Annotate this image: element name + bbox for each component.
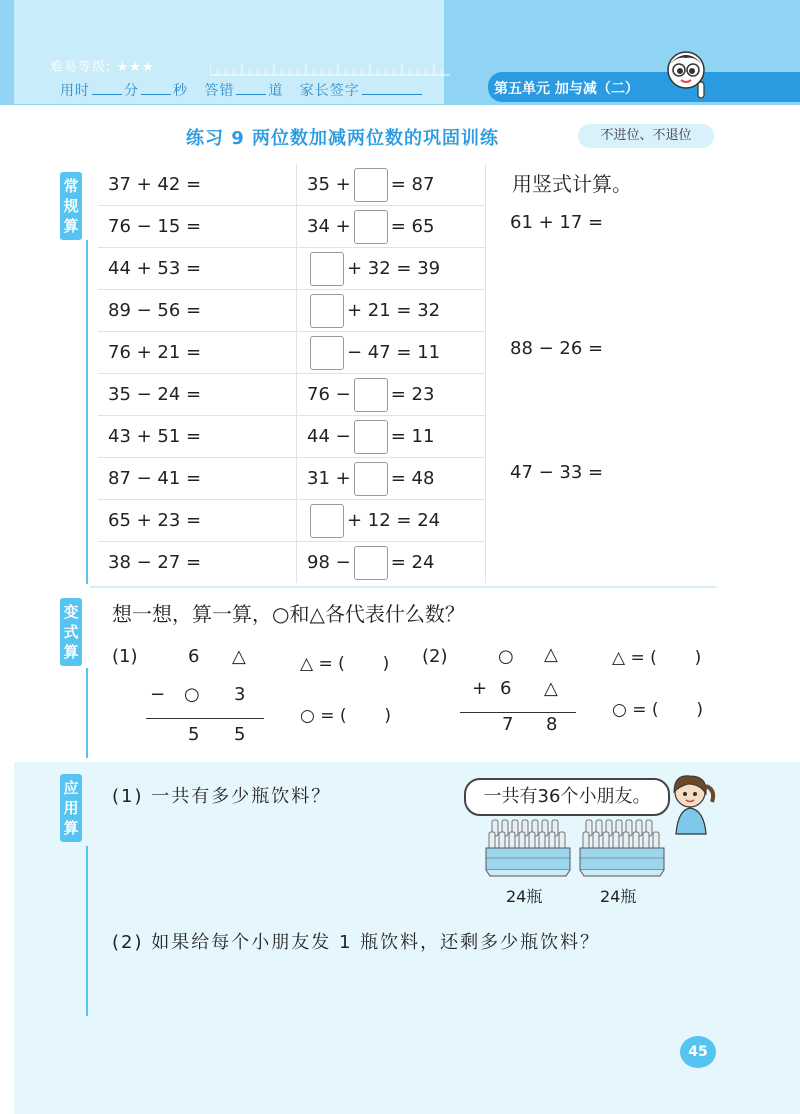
calc-table bbox=[98, 164, 486, 583]
calc-left: 37 + 42 = bbox=[98, 164, 297, 206]
digit: 3 bbox=[234, 684, 246, 705]
seconds-blank[interactable] bbox=[141, 94, 171, 95]
wrong-blank[interactable] bbox=[236, 94, 266, 95]
calc-right-post: + 12 = 24 bbox=[347, 509, 441, 531]
table-row bbox=[98, 458, 486, 500]
calc-left: 87 − 41 = bbox=[98, 458, 297, 500]
wrong-label: 答错 bbox=[204, 83, 235, 99]
table-row bbox=[98, 416, 486, 458]
table-row bbox=[98, 500, 486, 542]
table-row bbox=[98, 542, 486, 584]
problem-number: (1) bbox=[112, 646, 138, 667]
operator: + bbox=[472, 678, 488, 699]
second-label: 秒 bbox=[173, 83, 188, 99]
calc-right-post: = 48 bbox=[390, 467, 435, 489]
ruler-decoration bbox=[210, 62, 450, 76]
triangle-answer[interactable]: △ = ( ) bbox=[300, 654, 390, 674]
calc-right bbox=[297, 416, 486, 458]
answer-box[interactable] bbox=[354, 420, 388, 454]
calc-right-post: = 11 bbox=[390, 425, 435, 447]
calc-left: 89 − 56 = bbox=[98, 290, 297, 332]
section-line-routine bbox=[86, 240, 88, 584]
table-row bbox=[98, 206, 486, 248]
time-label: 用时 bbox=[60, 83, 90, 99]
problem-number: (2) bbox=[422, 646, 448, 667]
section-label-routine: 常规算 bbox=[60, 172, 82, 240]
calc-right-post: − 47 = 11 bbox=[347, 341, 441, 363]
calc-right-post: + 21 = 32 bbox=[347, 299, 441, 321]
wrong-unit: 道 bbox=[268, 83, 284, 99]
table-row bbox=[98, 290, 486, 332]
table-row bbox=[98, 332, 486, 374]
question-2: (2) 如果给每个小朋友发 1 瓶饮料，还剩多少瓶饮料？ bbox=[112, 932, 601, 953]
lesson-tag: 不进位、不退位 bbox=[578, 124, 714, 148]
answer-box[interactable] bbox=[310, 504, 344, 538]
calc-right-post: = 24 bbox=[390, 551, 435, 573]
calc-right-post: = 65 bbox=[390, 215, 435, 237]
difficulty-label: 难易等级: bbox=[50, 60, 112, 75]
operator: − bbox=[150, 684, 166, 705]
mascot-icon bbox=[660, 48, 712, 100]
difficulty-stars: ★★★ bbox=[116, 60, 155, 75]
calc-left: 76 − 15 = bbox=[98, 206, 297, 248]
answer-box[interactable] bbox=[310, 252, 344, 286]
calc-right bbox=[297, 206, 486, 248]
circle-answer[interactable]: ○ = ( ) bbox=[612, 700, 703, 720]
vertical-calc-item: 88 − 26 = bbox=[510, 338, 604, 359]
bottle-crate-icon bbox=[484, 818, 572, 880]
unit-title: 第五单元 加与减（二） bbox=[494, 81, 639, 97]
section-line-application bbox=[86, 846, 88, 1016]
table-row bbox=[98, 248, 486, 290]
answer-box[interactable] bbox=[310, 336, 344, 370]
digit: 6 bbox=[500, 678, 512, 699]
digit: 8 bbox=[546, 714, 558, 735]
bottle-crate-icon bbox=[578, 818, 666, 880]
sum-line bbox=[460, 712, 576, 713]
calc-right-pre: 34 + bbox=[307, 215, 351, 237]
crate-label: 24瓶 bbox=[506, 887, 543, 906]
question-1: (1) 一共有多少瓶饮料？ bbox=[112, 786, 332, 807]
calc-right-pre: 31 + bbox=[307, 467, 351, 489]
vertical-calc-title: 用竖式计算。 bbox=[512, 172, 632, 196]
calc-left: 43 + 51 = bbox=[98, 416, 297, 458]
section-line-variant bbox=[86, 668, 88, 758]
answer-box[interactable] bbox=[354, 210, 388, 244]
meta-line bbox=[60, 80, 424, 100]
crate-label: 24瓶 bbox=[600, 887, 637, 906]
digit: 7 bbox=[502, 714, 514, 735]
triangle-symbol: △ bbox=[232, 646, 246, 667]
calc-right bbox=[297, 374, 486, 416]
answer-box[interactable] bbox=[310, 294, 344, 328]
calc-left: 76 + 21 = bbox=[98, 332, 297, 374]
calc-left: 65 + 23 = bbox=[98, 500, 297, 542]
digit: 5 bbox=[234, 724, 246, 745]
vertical-calc-item: 47 − 33 = bbox=[510, 462, 604, 483]
triangle-symbol: △ bbox=[544, 678, 558, 699]
difficulty bbox=[50, 56, 155, 75]
circle-symbol: ○ bbox=[498, 646, 514, 667]
calc-right bbox=[297, 458, 486, 500]
calc-right-post: = 87 bbox=[390, 173, 435, 195]
calc-right bbox=[297, 290, 486, 332]
page-number: 45 bbox=[680, 1036, 716, 1068]
signature-blank[interactable] bbox=[362, 94, 422, 95]
speech-bubble: 一共有36个小朋友。 bbox=[464, 778, 670, 816]
girl-illustration-icon bbox=[666, 772, 718, 836]
calc-right bbox=[297, 332, 486, 374]
table-row bbox=[98, 164, 486, 206]
answer-box[interactable] bbox=[354, 378, 388, 412]
answer-box[interactable] bbox=[354, 462, 388, 496]
triangle-symbol: △ bbox=[544, 644, 558, 665]
calc-right bbox=[297, 164, 486, 206]
minutes-blank[interactable] bbox=[92, 94, 122, 95]
calc-right-pre: 98 − bbox=[307, 551, 351, 573]
calc-right-pre: 76 − bbox=[307, 383, 351, 405]
triangle-answer[interactable]: △ = ( ) bbox=[612, 648, 702, 668]
circle-symbol: ○ bbox=[184, 684, 200, 705]
calc-right-pre: 44 − bbox=[307, 425, 351, 447]
variant-title: 想一想，算一算，○和△各代表什么数？ bbox=[112, 602, 465, 626]
answer-box[interactable] bbox=[354, 546, 388, 580]
signature-label: 家长签字 bbox=[299, 83, 360, 99]
calc-right-post: + 32 = 39 bbox=[347, 257, 441, 279]
calc-right-pre: 35 + bbox=[307, 173, 351, 195]
section-label-application: 应用算 bbox=[60, 774, 82, 842]
minute-label: 分 bbox=[124, 83, 139, 99]
calc-left: 35 − 24 = bbox=[98, 374, 297, 416]
section-label-variant: 变式算 bbox=[60, 598, 82, 666]
calc-left: 38 − 27 = bbox=[98, 542, 297, 584]
table-row bbox=[98, 374, 486, 416]
sum-line bbox=[146, 718, 264, 719]
calc-right bbox=[297, 248, 486, 290]
answer-box[interactable] bbox=[354, 168, 388, 202]
calc-right-post: = 23 bbox=[390, 383, 435, 405]
vertical-calc-item: 61 + 17 = bbox=[510, 212, 604, 233]
calc-left: 44 + 53 = bbox=[98, 248, 297, 290]
circle-answer[interactable]: ○ = ( ) bbox=[300, 706, 391, 726]
lesson-title: 练习 9 两位数加减两位数的巩固训练 bbox=[186, 128, 500, 149]
calc-right bbox=[297, 500, 486, 542]
digit: 5 bbox=[188, 724, 200, 745]
calc-right bbox=[297, 542, 486, 584]
digit: 6 bbox=[188, 646, 200, 667]
